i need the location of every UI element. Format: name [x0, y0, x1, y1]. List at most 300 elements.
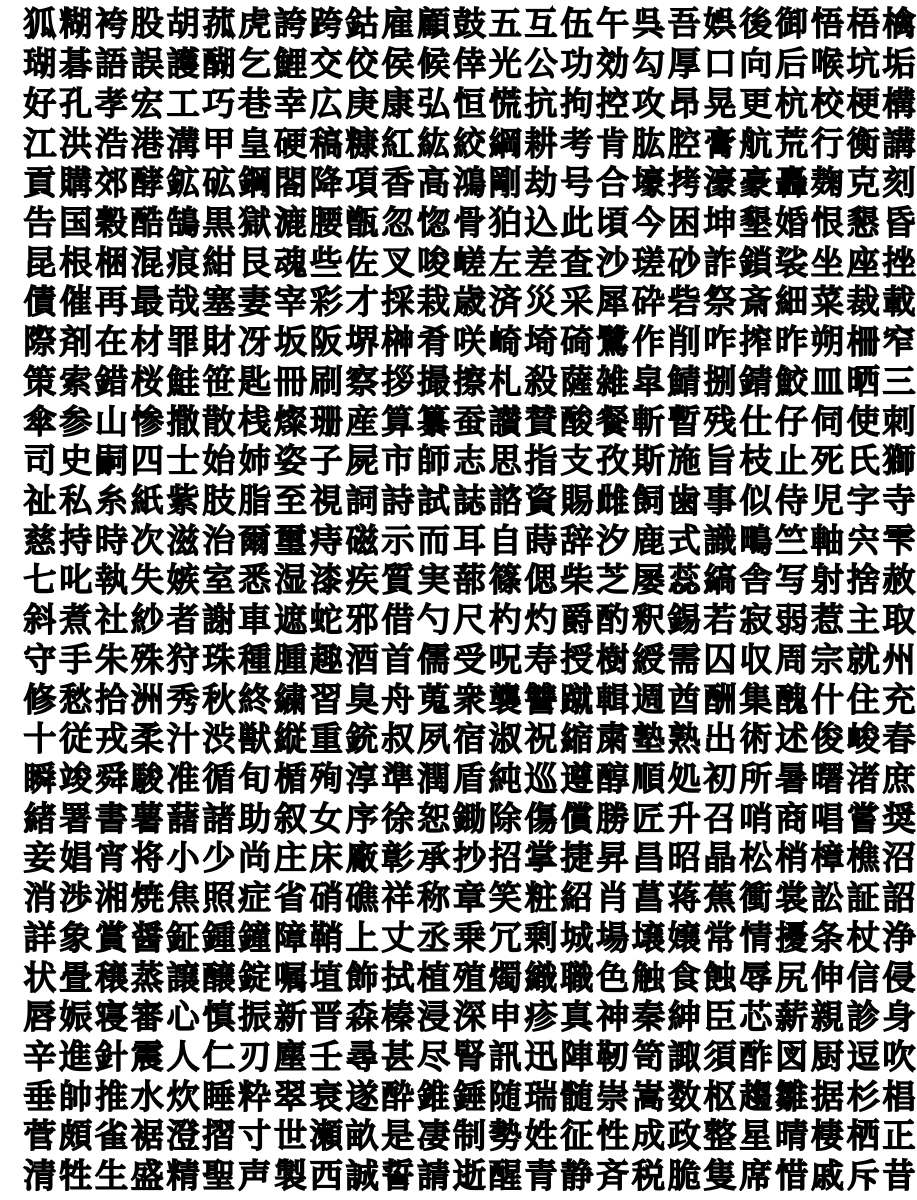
kanji-char: 骨	[452, 202, 486, 242]
kanji-char: 祝	[524, 719, 558, 759]
kanji-char: 鈷	[345, 4, 379, 44]
kanji-char: 漆	[309, 560, 343, 600]
kanji-char: 丞	[417, 917, 451, 957]
kanji-char: 唱	[810, 798, 844, 838]
kanji-char: 笹	[202, 361, 236, 401]
kanji-char: 腎	[452, 1037, 486, 1077]
kanji-char: 飾	[345, 957, 379, 997]
kanji-char: 航	[739, 123, 773, 163]
kanji-char: 讃	[488, 401, 522, 441]
kanji-char: 星	[739, 1116, 773, 1156]
kanji-char: 酔	[381, 1076, 415, 1116]
kanji-char: 唆	[417, 242, 451, 282]
kanji-char: 国	[59, 202, 93, 242]
kanji-char: 忽	[381, 202, 415, 242]
kanji-char: 証	[846, 878, 880, 918]
kanji-char: 叉	[381, 242, 415, 282]
kanji-char: 篠	[488, 560, 522, 600]
kanji-char: 燦	[273, 401, 307, 441]
kanji-char: 坂	[273, 322, 307, 362]
kanji-char: 嘱	[273, 957, 307, 997]
kanji-char: 事	[703, 480, 737, 520]
kanji-char: 酒	[345, 639, 379, 679]
kanji-char: 鮭	[166, 361, 200, 401]
kanji-char: 錫	[667, 600, 701, 640]
kanji-char: 告	[23, 202, 57, 242]
kanji-char: 升	[667, 798, 701, 838]
kanji-char: 税	[631, 1156, 665, 1196]
kanji-char: 宏	[130, 83, 164, 123]
kanji-char: 須	[703, 1037, 737, 1077]
kanji-char: 嗣	[94, 441, 128, 481]
kanji-char: 珊	[309, 401, 343, 441]
kanji-char: 生	[94, 1156, 128, 1196]
kanji-char: 樵	[846, 838, 880, 878]
kanji-row	[22, 361, 916, 401]
kanji-char: 植	[417, 957, 451, 997]
kanji-row	[22, 520, 916, 560]
kanji-char: 衰	[309, 1076, 343, 1116]
kanji-row	[22, 639, 916, 680]
kanji-char: 虎	[238, 4, 272, 44]
kanji-char: 惜	[775, 1156, 809, 1196]
kanji-char: 社	[94, 600, 128, 640]
kanji-char: 冗	[488, 917, 522, 957]
kanji-char: 牲	[59, 1156, 93, 1196]
kanji-char: 声	[238, 1156, 272, 1196]
kanji-char: 朔	[810, 322, 844, 362]
kanji-char: 蚕	[452, 401, 486, 441]
kanji-char: 紙	[130, 480, 164, 520]
kanji-char: 妾	[23, 838, 57, 878]
kanji-char: 紅	[381, 123, 415, 163]
kanji-char: 拭	[381, 957, 415, 997]
kanji-char: 裳	[775, 878, 809, 918]
kanji-char: 砂	[667, 242, 701, 282]
kanji-char: 仔	[775, 401, 809, 441]
kanji-char: 桟	[238, 401, 272, 441]
kanji-char: 冴	[238, 322, 272, 362]
kanji-char: 醐	[202, 44, 236, 84]
kanji-char: 鯉	[273, 44, 307, 84]
kanji-char: 参	[59, 401, 93, 441]
kanji-char: 席	[739, 1156, 773, 1196]
kanji-char: 使	[846, 401, 880, 441]
kanji-char: 侵	[882, 957, 916, 997]
kanji-char: 酸	[560, 401, 594, 441]
kanji-char: 笑	[488, 878, 522, 918]
kanji-char: 若	[703, 600, 737, 640]
kanji-char: 懇	[846, 202, 880, 242]
kanji-char: 正	[882, 1116, 916, 1156]
kanji-char: 閤	[273, 163, 307, 203]
kanji-char: 伸	[810, 957, 844, 997]
kanji-char: 世	[273, 1116, 307, 1156]
kanji-char: 脂	[238, 480, 272, 520]
kanji-char: 誠	[345, 1156, 379, 1196]
kanji-char: 頗	[59, 1116, 93, 1156]
kanji-char: 錯	[94, 361, 128, 401]
kanji-char: 昨	[775, 322, 809, 362]
kanji-char: 刺	[882, 401, 916, 441]
kanji-char: 除	[488, 798, 522, 838]
kanji-char: 松	[739, 838, 773, 878]
kanji-char: 請	[417, 1156, 451, 1196]
kanji-char: 翠	[273, 1076, 307, 1116]
kanji-char: 澄	[166, 1116, 200, 1156]
kanji-char: 児	[810, 480, 844, 520]
kanji-char: 工	[166, 83, 200, 123]
kanji-char: 思	[488, 441, 522, 481]
kanji-char: 嬢	[667, 917, 701, 957]
kanji-char: 瑞	[524, 1076, 558, 1116]
kanji-char: 州	[882, 639, 916, 679]
kanji-char: 山	[94, 401, 128, 441]
kanji-char: 擦	[452, 361, 486, 401]
kanji-char: 逝	[452, 1156, 486, 1196]
kanji-char: 主	[846, 600, 880, 640]
kanji-char: 昂	[667, 83, 701, 123]
kanji-char: 織	[524, 957, 558, 997]
kanji-char: 樹	[596, 639, 630, 679]
kanji-char: 進	[59, 1037, 93, 1077]
kanji-char: 釈	[631, 600, 665, 640]
kanji-char: 書	[94, 798, 128, 838]
kanji-char: 斬	[631, 401, 665, 441]
kanji-char: 糠	[345, 123, 379, 163]
kanji-char: 斜	[23, 600, 57, 640]
kanji-char: 疹	[524, 997, 558, 1037]
kanji-char: 塾	[631, 719, 665, 759]
kanji-char: 汐	[596, 520, 630, 560]
kanji-char: 史	[59, 441, 93, 481]
kanji-char: 剛	[488, 163, 522, 203]
kanji-char: 辞	[560, 520, 594, 560]
kanji-char: 焦	[166, 878, 200, 918]
kanji-char: 辱	[739, 957, 773, 997]
kanji-char: 祥	[381, 878, 415, 918]
kanji-char: 春	[882, 719, 916, 759]
kanji-char: 斎	[739, 282, 773, 322]
kanji-char: 征	[560, 1116, 594, 1156]
kanji-char: 爵	[560, 600, 594, 640]
kanji-char: 勢	[488, 1116, 522, 1156]
kanji-char: 項	[345, 163, 379, 203]
kanji-char: 晒	[846, 361, 880, 401]
kanji-char: 錘	[452, 1076, 486, 1116]
kanji-char: 傘	[23, 401, 57, 441]
kanji-char: 宗	[810, 639, 844, 679]
kanji-char: 梱	[94, 242, 128, 282]
kanji-char: 鴻	[452, 163, 486, 203]
kanji-char: 随	[488, 1076, 522, 1116]
kanji-char: 後	[739, 4, 773, 44]
kanji-char: 尻	[775, 957, 809, 997]
kanji-char: 孜	[596, 441, 630, 481]
kanji-char: 港	[130, 123, 164, 163]
kanji-char: 抗	[524, 83, 558, 123]
kanji-char: 渉	[59, 878, 93, 918]
kanji-char: 灼	[524, 600, 558, 640]
kanji-char: 郊	[94, 163, 128, 203]
kanji-char: 広	[309, 83, 343, 123]
kanji-char: 狐	[23, 4, 57, 44]
kanji-char: 降	[309, 163, 343, 203]
kanji-char: 刃	[238, 1037, 272, 1077]
kanji-char: 悟	[810, 4, 844, 44]
kanji-char: 終	[238, 679, 272, 719]
kanji-char: 術	[739, 719, 773, 759]
kanji-char: 消	[23, 878, 57, 918]
kanji-char: 裾	[130, 1116, 164, 1156]
kanji-char: 姓	[524, 1116, 558, 1156]
kanji-char: 始	[202, 441, 236, 481]
kanji-char: 賜	[560, 480, 594, 520]
kanji-char: 蹴	[560, 679, 594, 719]
kanji-char: 写	[775, 560, 809, 600]
kanji-char: 清	[23, 1156, 57, 1196]
kanji-char: 人	[166, 1037, 200, 1077]
kanji-char: 射	[810, 560, 844, 600]
kanji-char: 性	[596, 1116, 630, 1156]
kanji-char: 城	[560, 917, 594, 957]
kanji-char: 乞	[238, 44, 272, 84]
kanji-char: 溝	[166, 123, 200, 163]
kanji-char: 是	[381, 1116, 415, 1156]
kanji-char: 悉	[238, 560, 272, 600]
kanji-char: 勝	[596, 798, 630, 838]
kanji-sheet	[22, 4, 916, 1196]
kanji-char: 巧	[202, 83, 236, 123]
kanji-char: 信	[846, 957, 880, 997]
kanji-row	[22, 1037, 916, 1077]
kanji-char: 処	[667, 759, 701, 799]
kanji-char: 畳	[59, 957, 93, 997]
kanji-char: 襲	[488, 679, 522, 719]
kanji-char: 差	[524, 242, 558, 282]
kanji-char: 祉	[23, 480, 57, 520]
kanji-char: 蕊	[667, 560, 701, 600]
kanji-char: 陣	[560, 1037, 594, 1077]
kanji-char: 拷	[667, 163, 701, 203]
kanji-char: 糊	[59, 4, 93, 44]
kanji-char: 胡	[166, 4, 200, 44]
kanji-char: 遮	[273, 600, 307, 640]
kanji-char: 条	[810, 917, 844, 957]
kanji-char: 昭	[667, 838, 701, 878]
kanji-char: 御	[775, 4, 809, 44]
kanji-char: 浄	[882, 917, 916, 957]
kanji-char: 称	[417, 878, 451, 918]
kanji-char: 夙	[417, 719, 451, 759]
kanji-char: 碁	[59, 44, 93, 84]
kanji-char: 蒋	[667, 878, 701, 918]
kanji-char: 財	[202, 322, 236, 362]
kanji-char: 詐	[703, 242, 737, 282]
kanji-char: 滋	[166, 520, 200, 560]
kanji-char: 娠	[59, 997, 93, 1037]
kanji-char: 蝕	[703, 957, 737, 997]
kanji-row	[22, 401, 916, 441]
kanji-char: 所	[739, 759, 773, 799]
kanji-char: 絞	[452, 123, 486, 163]
kanji-row	[22, 163, 916, 203]
kanji-char: 晋	[309, 997, 343, 1037]
kanji-char: 尋	[345, 1037, 379, 1077]
kanji-char: 深	[452, 997, 486, 1037]
kanji-char: 嵩	[631, 1076, 665, 1116]
kanji-char: 酵	[130, 163, 164, 203]
kanji-char: 栽	[417, 282, 451, 322]
kanji-char: 坤	[703, 202, 737, 242]
kanji-row	[22, 123, 916, 163]
kanji-row	[22, 4, 916, 44]
kanji-char: 支	[560, 441, 594, 481]
kanji-char: 喉	[810, 44, 844, 84]
kanji-char: 女	[309, 798, 343, 838]
kanji-char: 娯	[703, 4, 737, 44]
kanji-char: 惹	[810, 600, 844, 640]
kanji-char: 丈	[381, 917, 415, 957]
kanji-char: 些	[309, 242, 343, 282]
kanji-char: 舜	[94, 759, 128, 799]
kanji-char: 坑	[846, 44, 880, 84]
kanji-char: 修	[23, 679, 57, 719]
kanji-char: 蔀	[452, 560, 486, 600]
kanji-char: 幸	[273, 83, 307, 123]
kanji-char: 住	[846, 679, 880, 719]
kanji-char: 準	[381, 759, 415, 799]
kanji-char: 諸	[202, 798, 236, 838]
kanji-char: 尺	[452, 600, 486, 640]
kanji-char: 常	[703, 917, 737, 957]
kanji-char: 光	[488, 44, 522, 84]
kanji-char: 室	[202, 560, 236, 600]
kanji-char: 獅	[882, 441, 916, 481]
kanji-char: 廠	[345, 838, 379, 878]
kanji-char: 冊	[273, 361, 307, 401]
kanji-char: 庄	[273, 838, 307, 878]
kanji-char: 痔	[309, 520, 343, 560]
kanji-char: 菰	[202, 4, 236, 44]
kanji-char: 仁	[202, 1037, 236, 1077]
kanji-row	[22, 1156, 916, 1196]
kanji-char: 寂	[739, 600, 773, 640]
kanji-char: 制	[452, 1116, 486, 1156]
kanji-char: 熟	[667, 719, 701, 759]
kanji-row	[22, 719, 916, 759]
kanji-char: 雛	[775, 1076, 809, 1116]
kanji-char: 賛	[524, 401, 558, 441]
kanji-char: 身	[882, 997, 916, 1037]
kanji-char: 数	[667, 1076, 701, 1116]
kanji-char: 詞	[345, 480, 379, 520]
kanji-char: 梗	[846, 83, 880, 123]
kanji-row	[22, 441, 916, 481]
kanji-char: 窄	[882, 322, 916, 362]
kanji-char: 罪	[166, 322, 200, 362]
kanji-char: 肖	[596, 878, 630, 918]
kanji-char: 攻	[631, 83, 665, 123]
kanji-char: 恒	[452, 83, 486, 123]
kanji-char: 校	[810, 83, 844, 123]
kanji-char: 産	[345, 401, 379, 441]
kanji-char: 純	[488, 759, 522, 799]
kanji-char: 鮫	[775, 361, 809, 401]
kanji-char: 情	[739, 917, 773, 957]
kanji-char: 授	[560, 639, 594, 679]
kanji-char: 譲	[166, 957, 200, 997]
kanji-char: 尽	[417, 1037, 451, 1077]
kanji-char: 才	[345, 282, 379, 322]
kanji-char: 充	[882, 679, 916, 719]
kanji-char: 序	[345, 798, 379, 838]
kanji-char: 査	[560, 242, 594, 282]
kanji-char: 棲	[810, 1116, 844, 1156]
kanji-char: 職	[560, 957, 594, 997]
kanji-char: 宿	[452, 719, 486, 759]
kanji-char: 刷	[309, 361, 343, 401]
kanji-char: 魂	[273, 242, 307, 282]
kanji-char: 庚	[345, 83, 379, 123]
kanji-char: 控	[596, 83, 630, 123]
kanji-char: 甑	[345, 202, 379, 242]
kanji-char: 梧	[846, 4, 880, 44]
kanji-char: 戎	[94, 719, 128, 759]
kanji-char: 寸	[238, 1116, 272, 1156]
kanji-char: 子	[309, 441, 343, 481]
kanji-char: 索	[59, 361, 93, 401]
kanji-char: 綱	[488, 123, 522, 163]
kanji-char: 塞	[202, 282, 236, 322]
kanji-char: 醒	[488, 1156, 522, 1196]
kanji-char: 斉	[596, 1156, 630, 1196]
kanji-char: 肱	[631, 123, 665, 163]
kanji-char: 纂	[417, 401, 451, 441]
kanji-char: 彩	[309, 282, 343, 322]
kanji-char: 瑚	[23, 44, 57, 84]
kanji-char: 湿	[273, 560, 307, 600]
kanji-char: 鍾	[202, 917, 236, 957]
kanji-char: 青	[524, 1156, 558, 1196]
kanji-char: 弱	[775, 600, 809, 640]
kanji-char: 頃	[596, 202, 630, 242]
kanji-char: 菅	[23, 1116, 57, 1156]
kanji-char: 需	[667, 639, 701, 679]
kanji-char: 心	[166, 997, 200, 1037]
kanji-char: 婚	[775, 202, 809, 242]
kanji-char: 際	[23, 322, 57, 362]
kanji-char: 公	[524, 44, 558, 84]
kanji-char: 皿	[810, 361, 844, 401]
kanji-char: 搾	[739, 322, 773, 362]
kanji-char: 象	[59, 917, 93, 957]
kanji-char: 疾	[345, 560, 379, 600]
kanji-char: 燭	[488, 957, 522, 997]
kanji-char: 誓	[381, 1156, 415, 1196]
kanji-char: 周	[775, 639, 809, 679]
kanji-row	[22, 44, 916, 84]
kanji-char: 硝	[309, 878, 343, 918]
kanji-char: 儒	[417, 639, 451, 679]
kanji-char: 綬	[631, 639, 665, 679]
kanji-char: 互	[524, 4, 558, 44]
kanji-char: 次	[130, 520, 164, 560]
kanji-char: 字	[846, 480, 880, 520]
kanji-char: 推	[94, 1076, 128, 1116]
kanji-char: 妻	[238, 282, 272, 322]
kanji-row	[22, 83, 916, 123]
